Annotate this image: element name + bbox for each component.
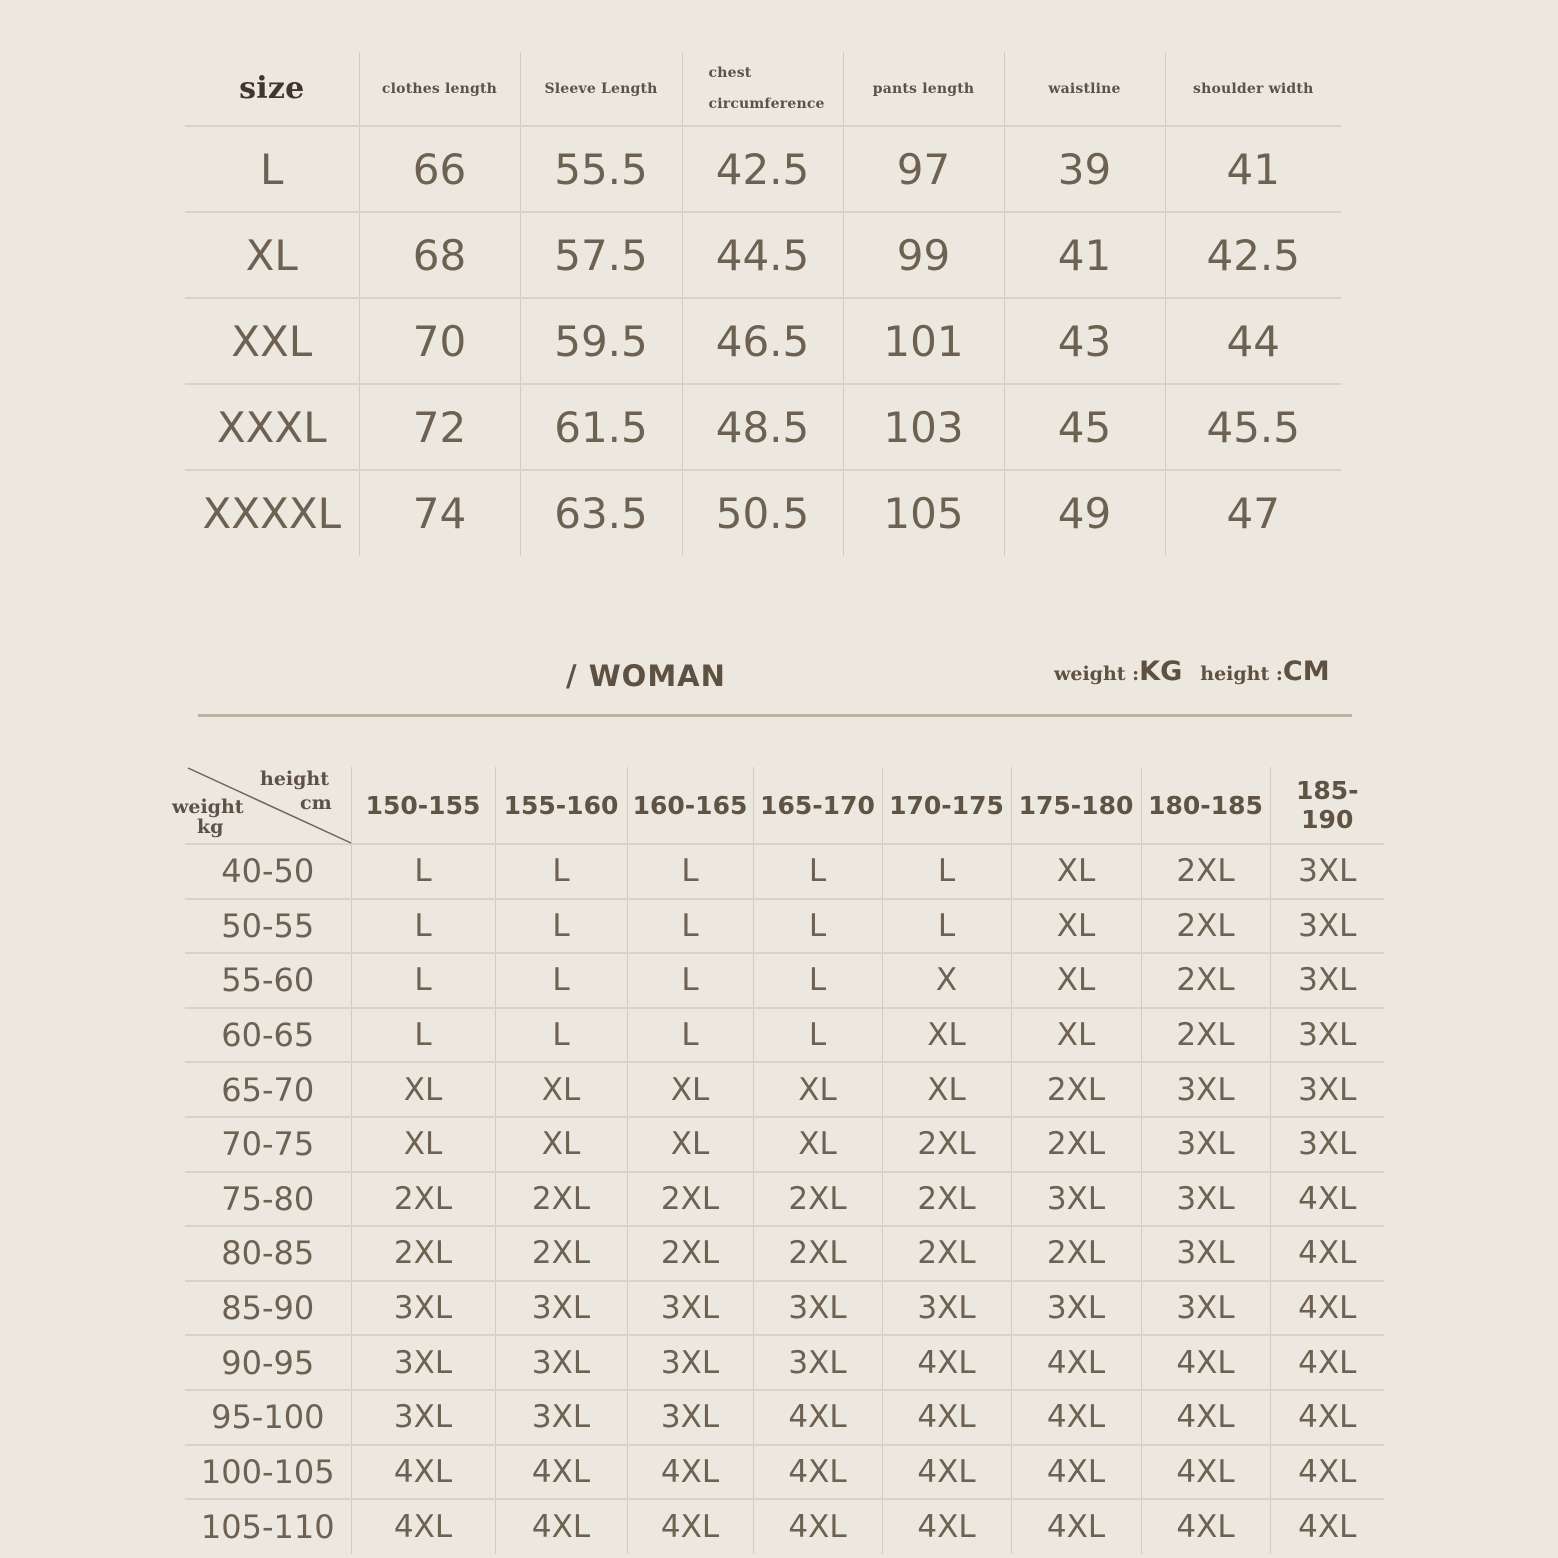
recommended-size-cell: 3XL bbox=[1011, 1172, 1141, 1227]
recommended-size-cell: 4XL bbox=[882, 1445, 1011, 1500]
recommended-size-cell: 4XL bbox=[882, 1499, 1011, 1554]
measurement-cell: 99 bbox=[843, 212, 1004, 298]
recommended-size-cell: 3XL bbox=[351, 1335, 495, 1390]
weight-range-cell: 85-90 bbox=[185, 1281, 351, 1336]
measurement-cell: 66 bbox=[359, 126, 520, 212]
size-row bbox=[185, 384, 1341, 470]
weight-range-cell: 40-50 bbox=[185, 844, 351, 899]
recommended-size-cell: 4XL bbox=[1270, 1172, 1384, 1227]
recommended-size-cell: 3XL bbox=[1141, 1281, 1270, 1336]
recommended-size-cell: 4XL bbox=[1270, 1226, 1384, 1281]
measurement-cell: 63.5 bbox=[520, 470, 682, 556]
recommended-size-cell: XL bbox=[882, 1008, 1011, 1063]
recommended-size-cell: L bbox=[495, 899, 627, 954]
recommended-size-cell: 3XL bbox=[753, 1281, 882, 1336]
recommended-size-cell: 3XL bbox=[351, 1281, 495, 1336]
measurement-cell: 42.5 bbox=[1165, 212, 1341, 298]
recommended-size-cell: X bbox=[882, 953, 1011, 1008]
chest-circumference-header: chest circumference bbox=[682, 52, 843, 126]
measurement-cell: 97 bbox=[843, 126, 1004, 212]
height-header-row bbox=[185, 767, 1384, 844]
measurement-cell: 50.5 bbox=[682, 470, 843, 556]
weight-row bbox=[185, 899, 1384, 954]
recommended-size-cell: 3XL bbox=[753, 1335, 882, 1390]
measurement-cell: 43 bbox=[1004, 298, 1165, 384]
recommended-size-cell: 3XL bbox=[1270, 1117, 1384, 1172]
weight-row bbox=[185, 844, 1384, 899]
height-range-header: 170-175 bbox=[882, 767, 1011, 844]
measurement-cell: 105 bbox=[843, 470, 1004, 556]
pants-length-header: pants length bbox=[843, 52, 1004, 126]
recommended-size-cell: 3XL bbox=[1270, 899, 1384, 954]
corner-weight-unit: kg bbox=[197, 816, 224, 838]
corner-height-label: height bbox=[260, 768, 329, 790]
size-row bbox=[185, 212, 1341, 298]
recommended-size-cell: 2XL bbox=[882, 1226, 1011, 1281]
weight-row bbox=[185, 1499, 1384, 1554]
recommended-size-cell: 4XL bbox=[495, 1445, 627, 1500]
height-range-header: 155-160 bbox=[495, 767, 627, 844]
recommended-size-cell: 3XL bbox=[882, 1281, 1011, 1336]
recommended-size-cell: 4XL bbox=[1270, 1335, 1384, 1390]
recommended-size-cell: 4XL bbox=[351, 1499, 495, 1554]
measurement-cell: 41 bbox=[1165, 126, 1341, 212]
weight-row bbox=[185, 1172, 1384, 1227]
recommended-size-cell: 3XL bbox=[495, 1390, 627, 1445]
measurement-cell: 49 bbox=[1004, 470, 1165, 556]
size-row bbox=[185, 298, 1341, 384]
recommended-size-cell: 4XL bbox=[495, 1499, 627, 1554]
weight-range-cell: 90-95 bbox=[185, 1335, 351, 1390]
recommended-size-cell: 4XL bbox=[1141, 1445, 1270, 1500]
recommended-size-cell: 3XL bbox=[627, 1335, 753, 1390]
measurement-cell: 42.5 bbox=[682, 126, 843, 212]
recommended-size-cell: 2XL bbox=[627, 1172, 753, 1227]
recommended-size-cell: XL bbox=[753, 1117, 882, 1172]
shoulder-width-header: shoulder width bbox=[1165, 52, 1341, 126]
size-table-header-row bbox=[185, 52, 1341, 126]
recommended-size-cell: XL bbox=[1011, 899, 1141, 954]
recommended-size-cell: 2XL bbox=[882, 1172, 1011, 1227]
recommended-size-cell: 4XL bbox=[1141, 1499, 1270, 1554]
corner-header-cell bbox=[172, 767, 351, 844]
weight-range-cell: 100-105 bbox=[185, 1445, 351, 1500]
recommended-size-cell: 4XL bbox=[351, 1445, 495, 1500]
recommended-size-cell: XL bbox=[1011, 953, 1141, 1008]
recommended-size-cell: 2XL bbox=[1141, 953, 1270, 1008]
recommended-size-cell: L bbox=[753, 844, 882, 899]
measurement-cell: 45 bbox=[1004, 384, 1165, 470]
weight-range-cell: 70-75 bbox=[185, 1117, 351, 1172]
recommended-size-cell: 2XL bbox=[627, 1226, 753, 1281]
recommended-size-cell: XL bbox=[495, 1117, 627, 1172]
recommended-size-cell: 4XL bbox=[882, 1335, 1011, 1390]
unit-legend bbox=[1054, 656, 1354, 687]
weight-row bbox=[185, 1062, 1384, 1117]
recommended-size-cell: L bbox=[495, 953, 627, 1008]
height-range-header: 160-165 bbox=[627, 767, 753, 844]
recommended-size-cell: 4XL bbox=[882, 1390, 1011, 1445]
recommended-size-cell: 2XL bbox=[753, 1226, 882, 1281]
clothes-length-header: clothes length bbox=[359, 52, 520, 126]
recommended-size-cell: 4XL bbox=[627, 1445, 753, 1500]
measurement-cell: 39 bbox=[1004, 126, 1165, 212]
recommended-size-cell: XL bbox=[627, 1117, 753, 1172]
recommended-size-cell: 4XL bbox=[1270, 1499, 1384, 1554]
woman-section-title: / WOMAN bbox=[566, 659, 726, 693]
sleeve-length-header: Sleeve Length bbox=[520, 52, 682, 126]
recommended-size-cell: 2XL bbox=[1011, 1226, 1141, 1281]
recommended-size-cell: 3XL bbox=[495, 1281, 627, 1336]
recommended-size-cell: 3XL bbox=[627, 1281, 753, 1336]
recommended-size-cell: 4XL bbox=[753, 1499, 882, 1554]
recommended-size-cell: XL bbox=[627, 1062, 753, 1117]
recommended-size-cell: 3XL bbox=[1270, 953, 1384, 1008]
measurement-cell: 46.5 bbox=[682, 298, 843, 384]
recommended-size-cell: 3XL bbox=[1141, 1062, 1270, 1117]
size-row bbox=[185, 126, 1341, 212]
recommended-size-cell: 4XL bbox=[1270, 1281, 1384, 1336]
recommended-size-cell: 2XL bbox=[351, 1172, 495, 1227]
size-recommendation-table bbox=[172, 767, 1384, 1554]
weight-range-cell: 95-100 bbox=[185, 1390, 351, 1445]
weight-unit-value: KG bbox=[1139, 656, 1183, 687]
measurement-cell: 68 bbox=[359, 212, 520, 298]
recommended-size-cell: XL bbox=[753, 1062, 882, 1117]
weight-row bbox=[185, 1226, 1384, 1281]
recommended-size-cell: XL bbox=[351, 1117, 495, 1172]
measurement-cell: 41 bbox=[1004, 212, 1165, 298]
recommended-size-cell: 2XL bbox=[1141, 844, 1270, 899]
height-range-header: 165-170 bbox=[753, 767, 882, 844]
size-column-header: size bbox=[239, 71, 305, 106]
recommended-size-cell: 2XL bbox=[1141, 1008, 1270, 1063]
recommended-size-cell: XL bbox=[351, 1062, 495, 1117]
weight-range-cell: 80-85 bbox=[185, 1226, 351, 1281]
recommended-size-cell: XL bbox=[1011, 1008, 1141, 1063]
recommended-size-cell: L bbox=[753, 1008, 882, 1063]
weight-row bbox=[185, 1117, 1384, 1172]
recommended-size-cell: 2XL bbox=[1011, 1117, 1141, 1172]
measurement-cell: 74 bbox=[359, 470, 520, 556]
recommended-size-cell: 4XL bbox=[1011, 1499, 1141, 1554]
recommended-size-cell: L bbox=[627, 1008, 753, 1063]
measurement-cell: 72 bbox=[359, 384, 520, 470]
corner-weight-label: weight bbox=[172, 796, 244, 818]
measurement-cell: 45.5 bbox=[1165, 384, 1341, 470]
weight-range-cell: 60-65 bbox=[185, 1008, 351, 1063]
size-label-cell: XXXXL bbox=[185, 470, 359, 556]
recommended-size-cell: 4XL bbox=[1270, 1390, 1384, 1445]
weight-range-cell: 75-80 bbox=[185, 1172, 351, 1227]
weight-row bbox=[185, 953, 1384, 1008]
recommended-size-cell: 4XL bbox=[1011, 1390, 1141, 1445]
corner-height-unit: cm bbox=[300, 792, 332, 814]
recommended-size-cell: 3XL bbox=[627, 1390, 753, 1445]
weight-row bbox=[185, 1281, 1384, 1336]
size-table-body bbox=[185, 126, 1341, 556]
weight-range-cell: 105-110 bbox=[185, 1499, 351, 1554]
recommended-size-cell: L bbox=[882, 844, 1011, 899]
recommended-size-cell: L bbox=[627, 899, 753, 954]
recommended-size-cell: 3XL bbox=[1011, 1281, 1141, 1336]
recommended-size-cell: L bbox=[351, 899, 495, 954]
recommended-size-cell: 3XL bbox=[495, 1335, 627, 1390]
measurement-cell: 47 bbox=[1165, 470, 1341, 556]
measurement-cell: 48.5 bbox=[682, 384, 843, 470]
recommended-size-cell: 2XL bbox=[753, 1172, 882, 1227]
measurement-cell: 103 bbox=[843, 384, 1004, 470]
size-measurement-table bbox=[185, 52, 1341, 556]
recommended-size-cell: 2XL bbox=[1141, 899, 1270, 954]
recommended-size-cell: 3XL bbox=[1141, 1117, 1270, 1172]
measurement-cell: 101 bbox=[843, 298, 1004, 384]
size-label-cell: XXL bbox=[185, 298, 359, 384]
weight-row bbox=[185, 1445, 1384, 1500]
recommended-size-cell: 4XL bbox=[753, 1390, 882, 1445]
recommended-size-cell: L bbox=[627, 844, 753, 899]
recommended-size-cell: 2XL bbox=[882, 1117, 1011, 1172]
weight-range-cell: 65-70 bbox=[185, 1062, 351, 1117]
recommended-size-cell: 4XL bbox=[1141, 1390, 1270, 1445]
size-row bbox=[185, 470, 1341, 556]
measurement-cell: 59.5 bbox=[520, 298, 682, 384]
recommended-size-cell: XL bbox=[1011, 844, 1141, 899]
size-label-cell: L bbox=[185, 126, 359, 212]
recommended-size-cell: L bbox=[351, 844, 495, 899]
recommended-size-cell: L bbox=[351, 1008, 495, 1063]
recommended-size-cell: XL bbox=[495, 1062, 627, 1117]
measurement-cell: 70 bbox=[359, 298, 520, 384]
recommended-size-cell: L bbox=[753, 899, 882, 954]
recommended-size-cell: XL bbox=[882, 1062, 1011, 1117]
recommended-size-cell: L bbox=[495, 844, 627, 899]
height-range-header: 185-190 bbox=[1270, 767, 1384, 844]
height-range-header: 180-185 bbox=[1141, 767, 1270, 844]
recommended-size-cell: L bbox=[753, 953, 882, 1008]
recommended-size-cell: 4XL bbox=[1270, 1445, 1384, 1500]
recommended-size-cell: 3XL bbox=[1270, 844, 1384, 899]
measurement-cell: 57.5 bbox=[520, 212, 682, 298]
recommended-size-cell: 3XL bbox=[351, 1390, 495, 1445]
recommended-size-cell: 2XL bbox=[495, 1226, 627, 1281]
recommended-size-cell: 4XL bbox=[1141, 1335, 1270, 1390]
section-divider bbox=[198, 714, 1352, 717]
recommended-size-cell: L bbox=[627, 953, 753, 1008]
recommended-size-cell: 4XL bbox=[1011, 1335, 1141, 1390]
size-label-cell: XXXL bbox=[185, 384, 359, 470]
size-label-cell: XL bbox=[185, 212, 359, 298]
weight-row bbox=[185, 1390, 1384, 1445]
weight-range-cell: 50-55 bbox=[185, 899, 351, 954]
recommended-size-cell: 2XL bbox=[1011, 1062, 1141, 1117]
recommended-size-cell: L bbox=[351, 953, 495, 1008]
weight-range-cell: 55-60 bbox=[185, 953, 351, 1008]
waistline-header: waistline bbox=[1004, 52, 1165, 126]
measurement-cell: 44.5 bbox=[682, 212, 843, 298]
measurement-cell: 44 bbox=[1165, 298, 1341, 384]
recommendation-table-body bbox=[185, 844, 1384, 1554]
height-range-header: 175-180 bbox=[1011, 767, 1141, 844]
recommended-size-cell: L bbox=[882, 899, 1011, 954]
recommended-size-cell: L bbox=[495, 1008, 627, 1063]
recommended-size-cell: 3XL bbox=[1141, 1172, 1270, 1227]
height-range-header: 150-155 bbox=[351, 767, 495, 844]
weight-unit-label: weight : bbox=[1054, 663, 1140, 685]
recommended-size-cell: 3XL bbox=[1141, 1226, 1270, 1281]
recommended-size-cell: 4XL bbox=[1011, 1445, 1141, 1500]
recommended-size-cell: 3XL bbox=[1270, 1062, 1384, 1117]
weight-row bbox=[185, 1335, 1384, 1390]
height-unit-label: height : bbox=[1200, 663, 1283, 685]
recommended-size-cell: 4XL bbox=[753, 1445, 882, 1500]
recommended-size-cell: 4XL bbox=[627, 1499, 753, 1554]
recommended-size-cell: 2XL bbox=[351, 1226, 495, 1281]
measurement-cell: 55.5 bbox=[520, 126, 682, 212]
recommended-size-cell: 3XL bbox=[1270, 1008, 1384, 1063]
weight-row bbox=[185, 1008, 1384, 1063]
measurement-cell: 61.5 bbox=[520, 384, 682, 470]
height-unit-value: CM bbox=[1282, 656, 1330, 687]
recommended-size-cell: 2XL bbox=[495, 1172, 627, 1227]
